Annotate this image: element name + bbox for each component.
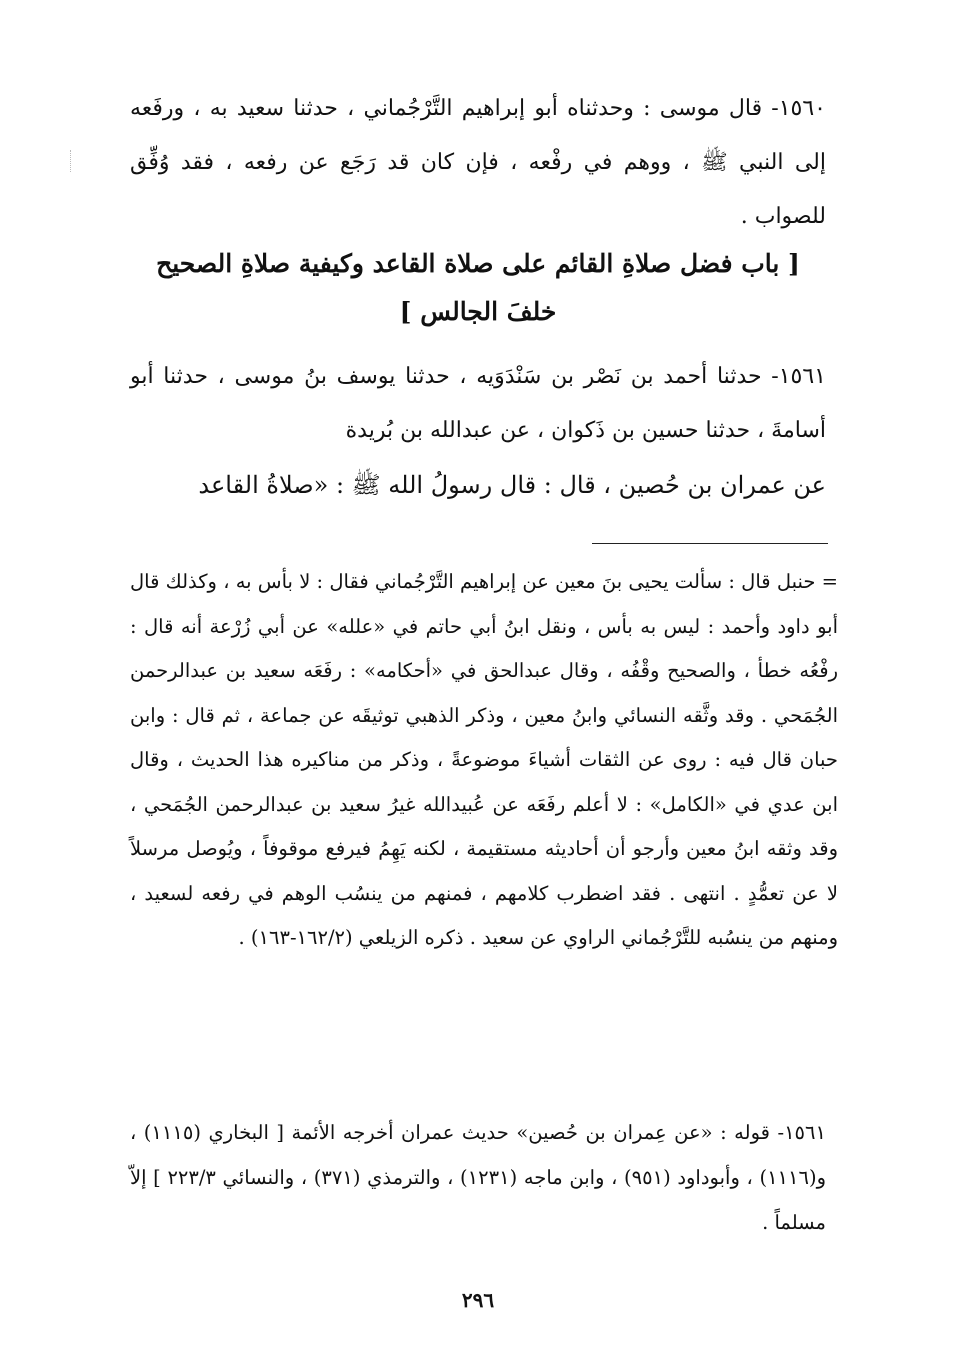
footnote-continuation: = حنبل قال : سألت يحيى بنَ معين عن إبراهيم التَّرْجُماني فقال : لا بأس به ، وكذلك قال أبو داود وأحمد : ليس به بأس ، ونقل ابنُ أبي حاتم في «علله» عن أبي زُرْعة أنه قال : رفْعُه خطأ ، والصحيح وقْفُه ، وقال عبدالحق في «أحكامه» : رفَعَه سعيد بن عبدالرحمن الجُمَحي . وقد وثَّقه النسائي وابنُ معين ، وذكر الذهبي توثيقَه عن جماعة ، ثم قال : وابن حبان قال فيه : روى عن الثقات أشياءَ موضوعةً ، وذكر من مناكيره هذا الحديث ، وقال ابن عدي في «الكامل» : لا أعلم رفَعَه عن عُبيدالله غيرُ سعيد بن عبدالرحمن الجُمَحي ، وقد وثقه ابنُ معين وأرجو أن أحاديثه مستقيمة ، لكنه يَهِمُ فيرفع موقوفاً ، ويُوصل مرسلاً لا عن تعمُّدٍ . انتهى . فقد اضطرب كلامهم ، فمنهم من ينسُب الوهم في رفعه لسعيد ، ومنهم من ينسُبه للتَّرْجُماني الراوي عن سعيد . ذكره الزيلعي (١٦٢/٢-١٦٣) . bbox=[130, 570, 838, 949]
hadith-1560: ١٥٦٠- قال موسى : وحدثناه أبو إبراهيم التَّرْجُماني ، حدثنا سعيد به ، ورفَعه إلى النبي ﷺ ، ووهم في رفْعه ، فإن كان قد رَجَع عن رفعه ، فقد وُفِّق للصواب . bbox=[130, 96, 826, 229]
page-number: ٢٩٦ bbox=[461, 1288, 495, 1312]
margin-mark bbox=[70, 150, 71, 172]
hadith-1561-matn: عن عمران بن حُصين ، قال : قال رسولُ الله ﷺ : «صلاةُ القاعد bbox=[198, 471, 826, 499]
chapter-heading-line-1: [ باب فضل صلاةِ القائم على صلاة القاعد وكيفية صلاةِ الصحيح bbox=[156, 249, 800, 278]
chapter-heading-line-2: خلفَ الجالس ] bbox=[399, 297, 557, 326]
chapter-heading bbox=[130, 240, 826, 336]
footnote-divider bbox=[592, 543, 828, 544]
footnote-1561: ١٥٦١- قوله : «عن عِمران بن حُصين» حديث عمران أخرجه الأئمة [ البخاري (١١١٥) ، و(١١١٦) ، وأبوداود (٩٥١) ، وابن ماجه (١٢٣١) ، والترمذي (٣٧١) ، والنسائي ٢٢٣/٣ ] إلاّ مسلماً . bbox=[130, 1121, 826, 1234]
hadith-1561-isnad: ١٥٦١- حدثنا أحمد بن نَصْر بن سَنْدَوَيه ، حدثنا يوسف بنُ موسى ، حدثنا أبو أسامةَ ، حدثنا حسين بن ذَكوان ، عن عبدالله بن بُريدة bbox=[130, 364, 826, 443]
